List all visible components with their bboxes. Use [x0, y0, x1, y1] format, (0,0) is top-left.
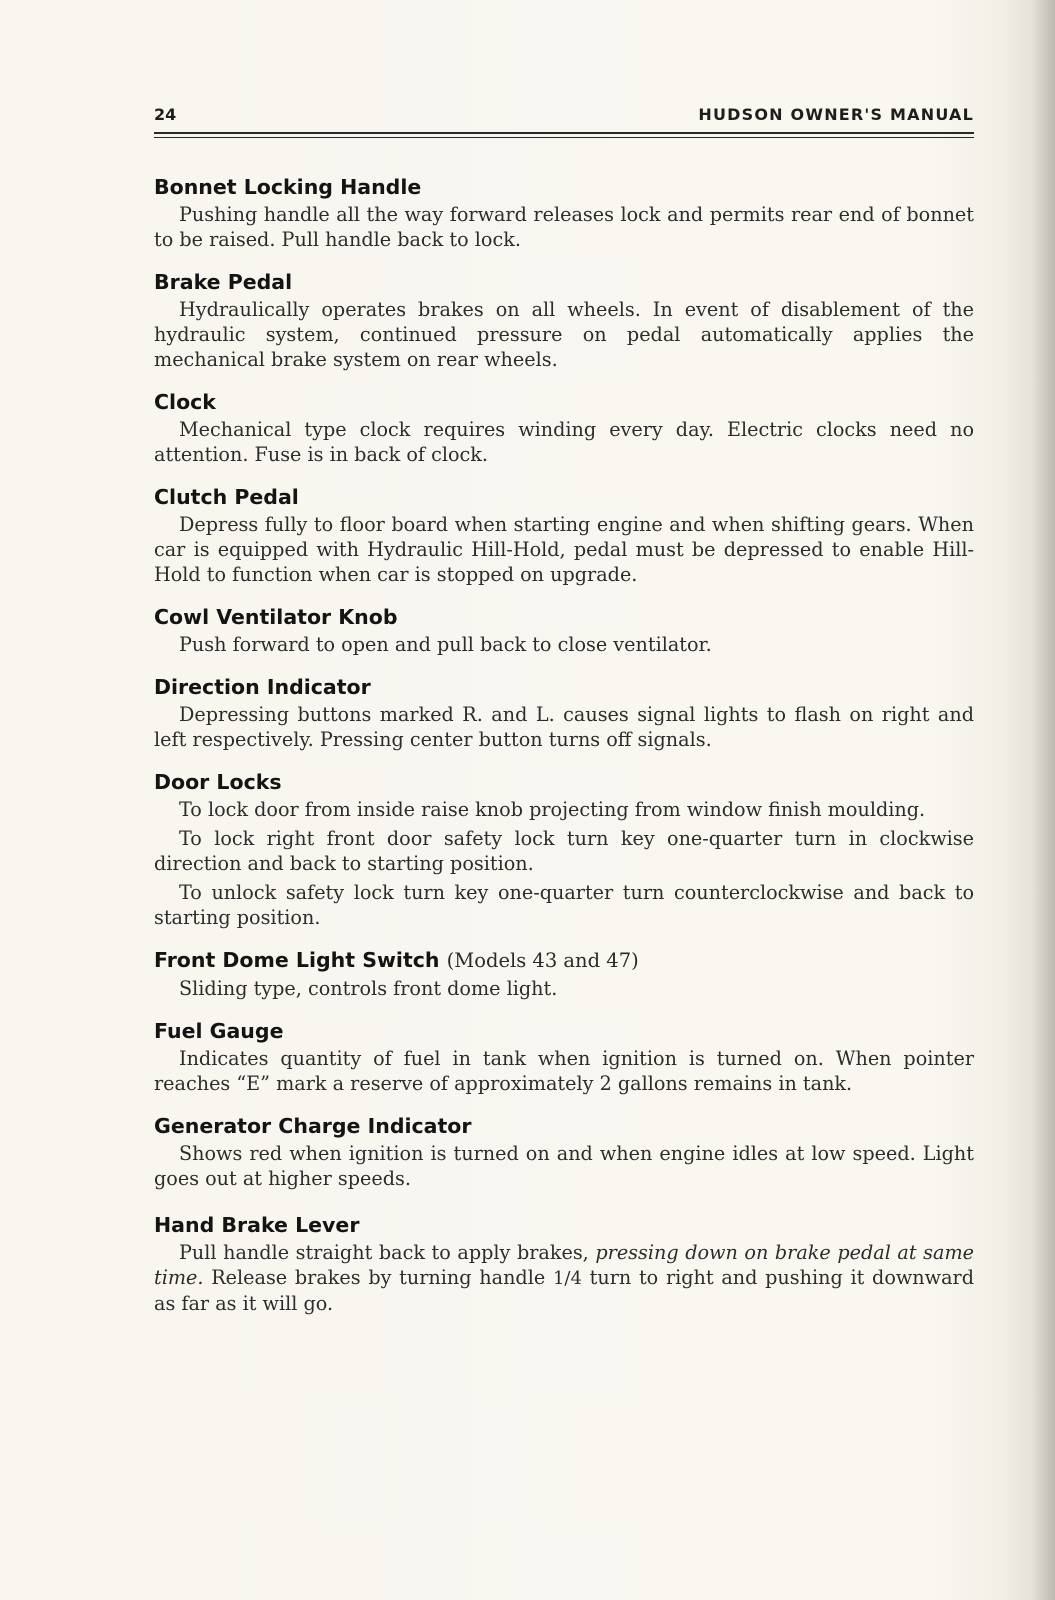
section-heading: Brake Pedal	[154, 270, 293, 294]
section-paragraph	[154, 1240, 974, 1316]
section-fuel-gauge	[154, 1016, 974, 1096]
header-rule-thin	[154, 137, 974, 138]
section-paragraph: Depress fully to floor board when starting engine and when shifting gears. When car is equipped with Hydraulic Hill-Hold, pedal must be depressed to enable Hill-Hold to function when car is stopped on upgrade.	[154, 513, 974, 586]
header-rule	[154, 132, 974, 134]
section-heading: Door Locks	[154, 770, 282, 794]
section-paragraph: Depressing buttons marked R. and L. causes signal lights to flash on right and left respectively. Pressing center button turns off signals.	[154, 703, 974, 751]
paragraph-italic-text: pressing down on brake pedal at same time.	[154, 1241, 975, 1289]
section-generator-charge-indicator	[154, 1111, 974, 1191]
section-heading: Bonnet Locking Handle	[154, 175, 422, 199]
section-paragraph: Mechanical type clock requires winding every day. Electric clocks need no attention. Fuse is in back of clock.	[154, 418, 974, 466]
section-heading: Fuel Gauge	[154, 1019, 284, 1043]
section-paragraph: To lock right front door safety lock turn key one-quarter turn in clockwise direction and back to starting position.	[154, 827, 974, 875]
section-bonnet-locking-handle	[154, 172, 974, 252]
fraction-one-quarter: 1/4	[552, 1268, 582, 1289]
section-paragraph: Sliding type, controls front dome light.	[179, 977, 558, 1000]
section-heading: Direction Indicator	[154, 675, 371, 699]
page-content	[154, 172, 974, 1316]
section-heading-text: Front Dome Light Switch	[154, 948, 440, 972]
section-paragraph: To lock door from inside raise knob projecting from window finish moulding.	[179, 798, 926, 821]
section-heading: Hand Brake Lever	[154, 1213, 360, 1237]
section-heading-note: (Models 43 and 47)	[446, 949, 639, 972]
section-heading: Clock	[154, 390, 216, 414]
section-front-dome-light-switch	[154, 945, 974, 1001]
section-door-locks	[154, 767, 974, 930]
section-heading: Generator Charge Indicator	[154, 1114, 472, 1138]
paragraph-text: Pull handle straight back to apply brakes,	[179, 1241, 596, 1264]
page-header	[154, 105, 974, 129]
section-paragraph: Shows red when ignition is turned on and when engine idles at low speed. Light goes out at higher speeds.	[154, 1142, 974, 1190]
page-number: 24	[154, 105, 177, 124]
paragraph-text: Release brakes by turning handle	[203, 1266, 553, 1289]
section-heading: Clutch Pedal	[154, 485, 299, 509]
section-clutch-pedal	[154, 482, 974, 587]
section-heading: Cowl Ventilator Knob	[154, 605, 398, 629]
section-hand-brake-lever	[154, 1210, 974, 1316]
section-cowl-ventilator-knob	[154, 602, 974, 657]
section-clock	[154, 387, 974, 467]
page-binding-shadow	[1033, 0, 1055, 1600]
paragraph-text: turn to right and pushing it downward as far as it will go.	[154, 1266, 974, 1315]
section-paragraph: Hydraulically operates brakes on all wheels. In event of disablement of the hydraulic system, continued pressure on pedal automatically applies the mechanical brake system on rear wheels.	[154, 298, 974, 371]
running-head: HUDSON OWNER'S MANUAL	[698, 105, 974, 124]
section-brake-pedal	[154, 267, 974, 372]
section-paragraph: To unlock safety lock turn key one-quarter turn counterclockwise and back to starting position.	[154, 881, 974, 929]
section-paragraph: Indicates quantity of fuel in tank when ignition is turned on. When pointer reaches “E” mark a reserve of approximately 2 gallons remains in tank.	[154, 1047, 974, 1095]
section-direction-indicator	[154, 672, 974, 752]
section-paragraph: Pushing handle all the way forward releases lock and permits rear end of bonnet to be raised. Pull handle back to lock.	[154, 203, 974, 251]
section-paragraph: Push forward to open and pull back to close ventilator.	[179, 633, 712, 656]
section-heading	[154, 945, 974, 976]
